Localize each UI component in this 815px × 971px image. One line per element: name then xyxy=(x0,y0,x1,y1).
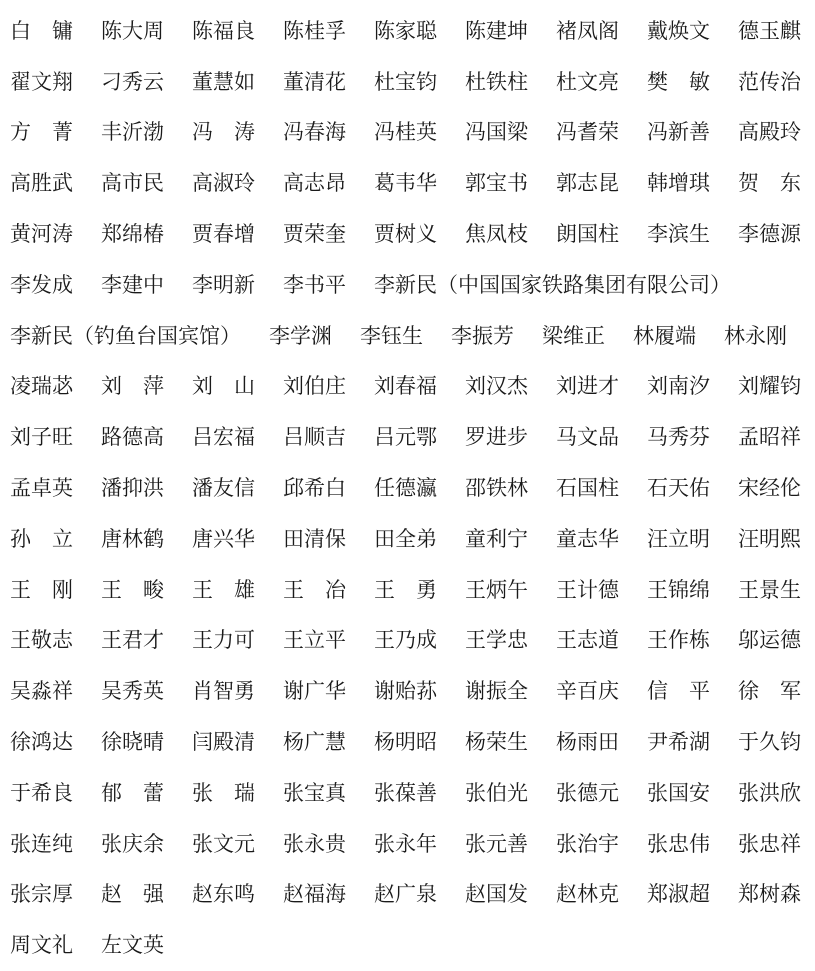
name-entry: 邬运德 xyxy=(738,628,801,653)
name-entry: 张文元 xyxy=(192,831,255,856)
name-row xyxy=(10,158,810,209)
name-entry: 张 瑞 xyxy=(192,780,255,805)
name-entry: 王君才 xyxy=(101,628,164,653)
name-entry: 张洪欣 xyxy=(738,780,801,805)
name-entry: 王作栋 xyxy=(647,628,710,653)
name-entry: 孟昭祥 xyxy=(738,425,801,450)
name-entry: 朗国柱 xyxy=(556,222,619,247)
name-entry: 李钰生 xyxy=(360,323,423,348)
name-entry: 刁秀云 xyxy=(101,69,164,94)
name-entry: 李振芳 xyxy=(451,323,514,348)
name-entry: 杜宝钧 xyxy=(374,69,437,94)
name-entry: 王 刚 xyxy=(10,577,73,602)
name-entry: 刘南汐 xyxy=(647,374,710,399)
name-entry: 郭志昆 xyxy=(556,171,619,196)
name-entry: 黄河涛 xyxy=(10,222,73,247)
name-entry: 吕顺吉 xyxy=(283,425,346,450)
name-entry: 信 平 xyxy=(647,679,710,704)
name-entry: 王炳午 xyxy=(465,577,528,602)
name-entry: 张庆余 xyxy=(101,831,164,856)
name-entry: 冯国梁 xyxy=(465,120,528,145)
name-entry: 闫殿清 xyxy=(192,730,255,755)
name-row xyxy=(10,57,810,108)
name-entry: 赵林克 xyxy=(556,882,619,907)
name-row xyxy=(10,209,810,260)
name-entry: 马文品 xyxy=(556,425,619,450)
name-entry: 张连纯 xyxy=(10,831,73,856)
name-entry: 王 勇 xyxy=(374,577,437,602)
name-row xyxy=(10,666,810,717)
name-entry: 董慧如 xyxy=(192,69,255,94)
name-row xyxy=(10,6,810,57)
name-entry: 徐晓晴 xyxy=(101,730,164,755)
name-entry: 张永年 xyxy=(374,831,437,856)
name-entry: 赵福海 xyxy=(283,882,346,907)
name-entry: 李建中 xyxy=(101,272,164,297)
name-entry: 肖智勇 xyxy=(192,679,255,704)
name-entry: 王立平 xyxy=(283,628,346,653)
name-entry: 陈家聪 xyxy=(374,18,437,43)
name-entry: 汪明熙 xyxy=(738,526,801,551)
name-entry: 刘伯庄 xyxy=(283,374,346,399)
name-entry: 陈桂孚 xyxy=(283,18,346,43)
name-entry: 王力可 xyxy=(192,628,255,653)
name-entry: 杨广慧 xyxy=(283,730,346,755)
name-entry: 孙 立 xyxy=(10,526,73,551)
name-row xyxy=(10,616,810,667)
name-entry: 赵广泉 xyxy=(374,882,437,907)
name-row xyxy=(10,362,810,413)
name-entry: 潘抑洪 xyxy=(101,476,164,501)
name-entry: 刘春福 xyxy=(374,374,437,399)
name-entry: 罗进步 xyxy=(465,425,528,450)
name-entry: 戴焕文 xyxy=(647,18,710,43)
name-entry: 杨荣生 xyxy=(465,730,528,755)
name-entry: 高殿玲 xyxy=(738,120,801,145)
name-entry: 赵 强 xyxy=(101,882,164,907)
name-entry: 张伯光 xyxy=(465,780,528,805)
name-entry: 李德源 xyxy=(738,222,801,247)
name-entry: 张葆善 xyxy=(374,780,437,805)
name-entry: 陈建坤 xyxy=(465,18,528,43)
name-entry: 杨明昭 xyxy=(374,730,437,755)
name-entry: 贾荣奎 xyxy=(283,222,346,247)
name-entry: 焦凤枝 xyxy=(465,222,528,247)
name-entry: 陈大周 xyxy=(101,18,164,43)
name-entry: 陈福良 xyxy=(192,18,255,43)
name-entry: 冯桂英 xyxy=(374,120,437,145)
name-entry: 王锦绵 xyxy=(647,577,710,602)
name-entry: 徐 军 xyxy=(738,679,801,704)
name-entry: 冯新善 xyxy=(647,120,710,145)
name-entry: 王志道 xyxy=(556,628,619,653)
name-entry: 谢振全 xyxy=(465,679,528,704)
name-entry: 石国柱 xyxy=(556,476,619,501)
name-entry: 石天佑 xyxy=(647,476,710,501)
name-entry: 张德元 xyxy=(556,780,619,805)
name-entry: 高市民 xyxy=(101,171,164,196)
name-entry: 杜铁柱 xyxy=(465,69,528,94)
name-entry: 于久钧 xyxy=(738,730,801,755)
name-entry: 贾春增 xyxy=(192,222,255,247)
name-entry: 李学渊 xyxy=(269,323,332,348)
name-row xyxy=(10,768,810,819)
name-entry: 张国安 xyxy=(647,780,710,805)
name-entry: 王 冶 xyxy=(283,577,346,602)
name-entry: 田清保 xyxy=(283,526,346,551)
name-entry: 李新民（钓鱼台国宾馆） xyxy=(10,323,241,348)
name-row xyxy=(10,819,810,870)
name-entry: 张永贵 xyxy=(283,831,346,856)
name-entry: 邵铁林 xyxy=(465,476,528,501)
name-entry: 刘 山 xyxy=(192,374,255,399)
name-entry: 徐鸿达 xyxy=(10,730,73,755)
name-entry: 周文礼 xyxy=(10,933,73,958)
name-entry: 赵东鸣 xyxy=(192,882,255,907)
name-entry: 谢广华 xyxy=(283,679,346,704)
name-entry: 张忠祥 xyxy=(738,831,801,856)
name-entry: 韩增琪 xyxy=(647,171,710,196)
name-row xyxy=(10,514,810,565)
name-entry: 褚凤阁 xyxy=(556,18,619,43)
name-entry: 童利宁 xyxy=(465,526,528,551)
name-entry: 王乃成 xyxy=(374,628,437,653)
name-row xyxy=(10,870,810,921)
name-entry: 冯 涛 xyxy=(192,120,255,145)
name-row xyxy=(10,717,810,768)
name-entry: 王学忠 xyxy=(465,628,528,653)
name-entry: 左文英 xyxy=(101,933,164,958)
name-entry: 宋经伦 xyxy=(738,476,801,501)
name-entry: 吕元鄂 xyxy=(374,425,437,450)
name-entry: 张宝真 xyxy=(283,780,346,805)
name-entry: 德玉麒 xyxy=(738,18,801,43)
name-entry: 王敬志 xyxy=(10,628,73,653)
name-entry: 李新民（中国国家铁路集团有限公司） xyxy=(374,272,731,297)
name-entry: 董清花 xyxy=(283,69,346,94)
name-entry: 郑绵椿 xyxy=(101,222,164,247)
name-entry: 冯耆荣 xyxy=(556,120,619,145)
name-entry: 杜文亮 xyxy=(556,69,619,94)
name-row xyxy=(10,920,810,971)
name-entry: 马秀芬 xyxy=(647,425,710,450)
name-entry: 凌瑞苾 xyxy=(10,374,73,399)
name-row xyxy=(10,260,810,311)
name-entry: 于希良 xyxy=(10,780,73,805)
name-entry: 高志昂 xyxy=(283,171,346,196)
name-entry: 辛百庆 xyxy=(556,679,619,704)
name-entry: 谢贻荪 xyxy=(374,679,437,704)
name-entry: 白 镛 xyxy=(10,18,73,43)
name-entry: 孟卓英 xyxy=(10,476,73,501)
name-entry: 郭宝书 xyxy=(465,171,528,196)
name-entry: 刘汉杰 xyxy=(465,374,528,399)
name-entry: 林履端 xyxy=(633,323,696,348)
name-entry: 高胜武 xyxy=(10,171,73,196)
name-row xyxy=(10,311,810,362)
name-entry: 方 菁 xyxy=(10,120,73,145)
name-entry: 贾树义 xyxy=(374,222,437,247)
name-row xyxy=(10,565,810,616)
name-entry: 吴秀英 xyxy=(101,679,164,704)
name-entry: 李明新 xyxy=(192,272,255,297)
name-entry: 林永刚 xyxy=(724,323,787,348)
name-entry: 潘友信 xyxy=(192,476,255,501)
name-row xyxy=(10,108,810,159)
name-entry: 郑淑超 xyxy=(647,882,710,907)
name-entry: 尹希湖 xyxy=(647,730,710,755)
name-entry: 王景生 xyxy=(738,577,801,602)
name-entry: 吕宏福 xyxy=(192,425,255,450)
name-entry: 吴淼祥 xyxy=(10,679,73,704)
name-entry: 王计德 xyxy=(556,577,619,602)
name-entry: 刘子旺 xyxy=(10,425,73,450)
name-entry: 丰沂渤 xyxy=(101,120,164,145)
name-entry: 王 雄 xyxy=(192,577,255,602)
name-entry: 李发成 xyxy=(10,272,73,297)
name-entry: 路德高 xyxy=(101,425,164,450)
name-entry: 李书平 xyxy=(283,272,346,297)
name-entry: 刘 萍 xyxy=(101,374,164,399)
name-entry: 张治宇 xyxy=(556,831,619,856)
name-entry: 汪立明 xyxy=(647,526,710,551)
name-entry: 赵国发 xyxy=(465,882,528,907)
name-entry: 李滨生 xyxy=(647,222,710,247)
name-entry: 张忠伟 xyxy=(647,831,710,856)
name-list xyxy=(10,6,810,971)
name-entry: 范传治 xyxy=(738,69,801,94)
name-entry: 刘进才 xyxy=(556,374,619,399)
name-row xyxy=(10,463,810,514)
name-entry: 冯春海 xyxy=(283,120,346,145)
name-entry: 杨雨田 xyxy=(556,730,619,755)
name-entry: 任德瀛 xyxy=(374,476,437,501)
name-entry: 贺 东 xyxy=(738,171,801,196)
name-entry: 唐林鹤 xyxy=(101,526,164,551)
name-entry: 张元善 xyxy=(465,831,528,856)
name-entry: 田全弟 xyxy=(374,526,437,551)
name-entry: 王 畯 xyxy=(101,577,164,602)
name-entry: 葛韦华 xyxy=(374,171,437,196)
name-entry: 邱希白 xyxy=(283,476,346,501)
name-row xyxy=(10,412,810,463)
name-entry: 张宗厚 xyxy=(10,882,73,907)
name-entry: 唐兴华 xyxy=(192,526,255,551)
name-entry: 刘耀钧 xyxy=(738,374,801,399)
name-entry: 郑树森 xyxy=(738,882,801,907)
name-entry: 童志华 xyxy=(556,526,619,551)
name-entry: 翟文翔 xyxy=(10,69,73,94)
name-entry: 郁 蕾 xyxy=(101,780,164,805)
name-entry: 樊 敏 xyxy=(647,69,710,94)
name-entry: 高淑玲 xyxy=(192,171,255,196)
name-entry: 梁维正 xyxy=(542,323,605,348)
